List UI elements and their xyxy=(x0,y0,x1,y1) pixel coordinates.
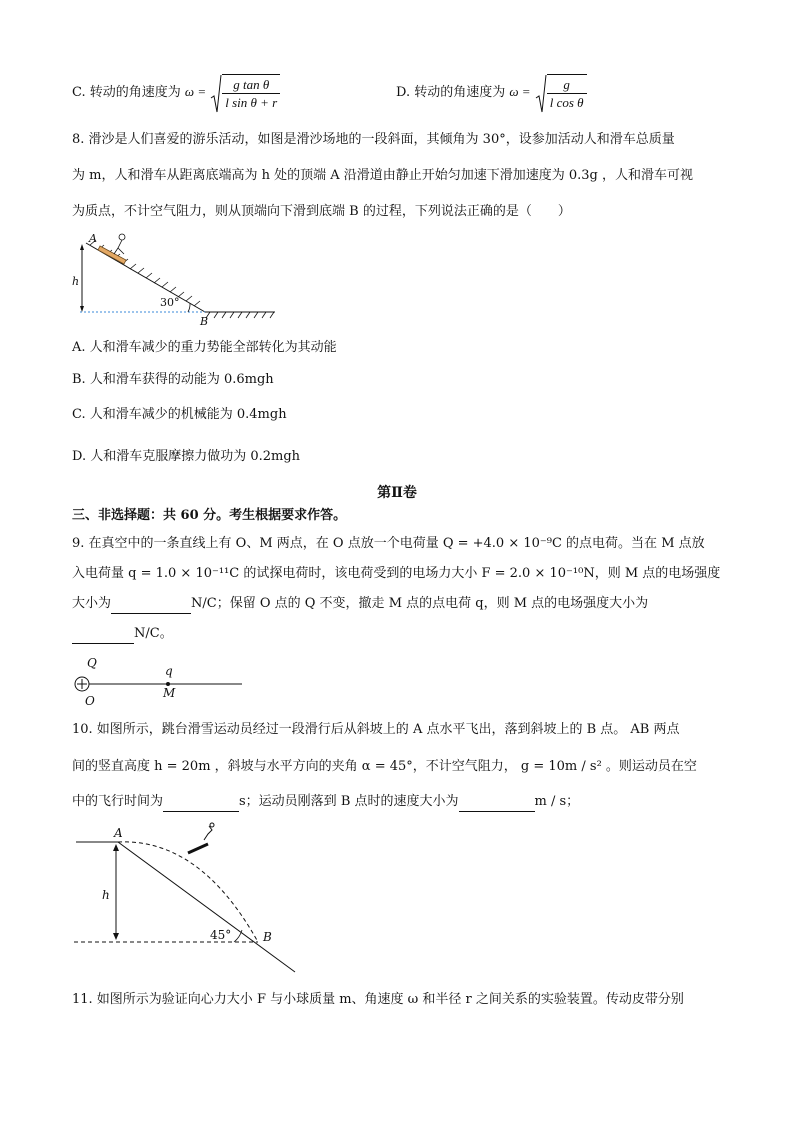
q9-line-3-prefix: 大小为 xyxy=(72,596,112,611)
q9-answer-blank-1[interactable] xyxy=(111,599,191,614)
q8-label-a: A xyxy=(89,232,97,245)
q9-line-diagram xyxy=(70,670,250,700)
q7-option-c-sqrt xyxy=(210,74,280,111)
q7-option-d-omega: ω = xyxy=(509,84,531,99)
radical-sign-icon xyxy=(535,74,547,114)
q10-stem-line-3 xyxy=(72,792,579,812)
q7-option-c-numerator: g tan θ xyxy=(222,76,280,94)
q9-stem-line-2: 入电荷量 q = 1.0 × 10⁻¹¹C 的试探电荷时，该电荷受到的电场力大小 F = 2.0 × 10⁻¹⁰N，则 M 点的电场强度 xyxy=(72,566,721,581)
rider-icon xyxy=(119,234,125,240)
q7-option-d-denominator: l cos θ xyxy=(549,95,584,110)
sled-icon xyxy=(98,246,126,264)
section-title: 第Ⅱ卷 xyxy=(377,485,417,501)
q7-option-d-sqrt xyxy=(535,74,587,111)
q11-stem-line-1: 11. 如图所示为验证向心力大小 F 与小球质量 m、角速度 ω 和半径 r 之间关系的实验装置。传动皮带分别 xyxy=(72,992,684,1007)
q10-label-h: h xyxy=(102,888,110,902)
q8-option-a: A. 人和滑车减少的重力势能全部转化为其动能 xyxy=(72,340,337,355)
q7-option-c-omega: ω = xyxy=(184,84,207,99)
q8-stem-line-3: 为质点，不计空气阻力，则从顶端向下滑到底端 B 的过程，下列说法正确的是（ ） xyxy=(72,204,571,219)
radical-sign-icon xyxy=(210,74,222,114)
q7-option-c-denominator: l sin θ + r xyxy=(225,95,278,110)
q8-label-h: h xyxy=(72,275,80,288)
q8-slope-diagram xyxy=(70,228,280,330)
q7-option-d-prefix: D. 转动的角速度为 xyxy=(396,85,506,100)
q8-stem-line-1: 8. 滑沙是人们喜爱的游乐活动，如图是滑沙场地的一段斜面，其倾角为 30°，设参加活动人和滑车总质量 xyxy=(72,132,675,147)
q9-label-o: O xyxy=(85,694,95,708)
q9-stem-line-1: 9. 在真空中的一条直线上有 O、M 两点，在 O 点放一个电荷量 Q = +4.0 × 10⁻⁹C 的点电荷。当在 M 点放 xyxy=(72,536,705,551)
q9-label-q-big: Q xyxy=(87,656,97,670)
q9-stem-line-4 xyxy=(72,624,173,644)
q10-stem-line-2: 间的竖直高度 h = 20m ，斜坡与水平方向的夹角 α = 45°，不计空气阻力， g = 10m / s² 。则运动员在空 xyxy=(72,759,697,774)
q10-label-angle: 45° xyxy=(210,928,232,942)
q7-option-c-prefix: C. 转动的角速度为 xyxy=(72,85,181,100)
q10-line-3-suffix: m / s； xyxy=(534,794,580,809)
q8-label-angle: 30° xyxy=(160,296,180,309)
q10-answer-blank-2[interactable] xyxy=(459,797,535,812)
q9-answer-blank-2[interactable] xyxy=(72,629,134,644)
q9-line-3-suffix: N/C；保留 O 点的 Q 不变，撤走 M 点的点电荷 q，则 M 点的电场强度大小为 xyxy=(191,596,649,611)
skier-icon xyxy=(204,826,212,840)
q7-option-d xyxy=(396,74,587,118)
q10-stem-line-1: 10. 如图所示，跳台滑雪运动员经过一段滑行后从斜坡上的 A 点水平飞出，落到斜坡上的 B 点。 AB 两点 xyxy=(72,722,680,737)
q7-option-c xyxy=(72,74,280,118)
q9-line-4-suffix: N/C。 xyxy=(134,626,173,641)
q10-line-3-prefix: 中的飞行时间为 xyxy=(72,794,164,809)
q8-stem-line-2: 为 m，人和滑车从距离底端高为 h 处的顶端 A 沿滑道由静止开始匀加速下滑加速度为 0.3g ，人和滑车可视 xyxy=(72,168,694,183)
q8-option-c: C. 人和滑车减少的机械能为 0.4mgh xyxy=(72,407,287,422)
q9-stem-line-3 xyxy=(72,594,648,614)
q10-answer-blank-1[interactable] xyxy=(163,797,239,812)
q10-line-3-middle: s；运动员刚落到 B 点时的速度大小为 xyxy=(239,794,459,809)
q10-label-a: A xyxy=(114,826,123,840)
q9-label-m: M xyxy=(163,686,176,700)
q8-label-b: B xyxy=(200,315,209,328)
section-heading: 三、非选择题：共 60 分。考生根据要求作答。 xyxy=(72,508,347,523)
q10-label-b: B xyxy=(263,930,272,944)
q8-option-b: B. 人和滑车获得的动能为 0.6mgh xyxy=(72,372,274,387)
q7-option-d-numerator: g xyxy=(547,76,587,94)
q8-option-d: D. 人和滑车克服摩擦力做功为 0.2mgh xyxy=(72,449,301,464)
q9-label-q-small: q xyxy=(165,664,173,678)
ski-icon xyxy=(188,844,208,853)
